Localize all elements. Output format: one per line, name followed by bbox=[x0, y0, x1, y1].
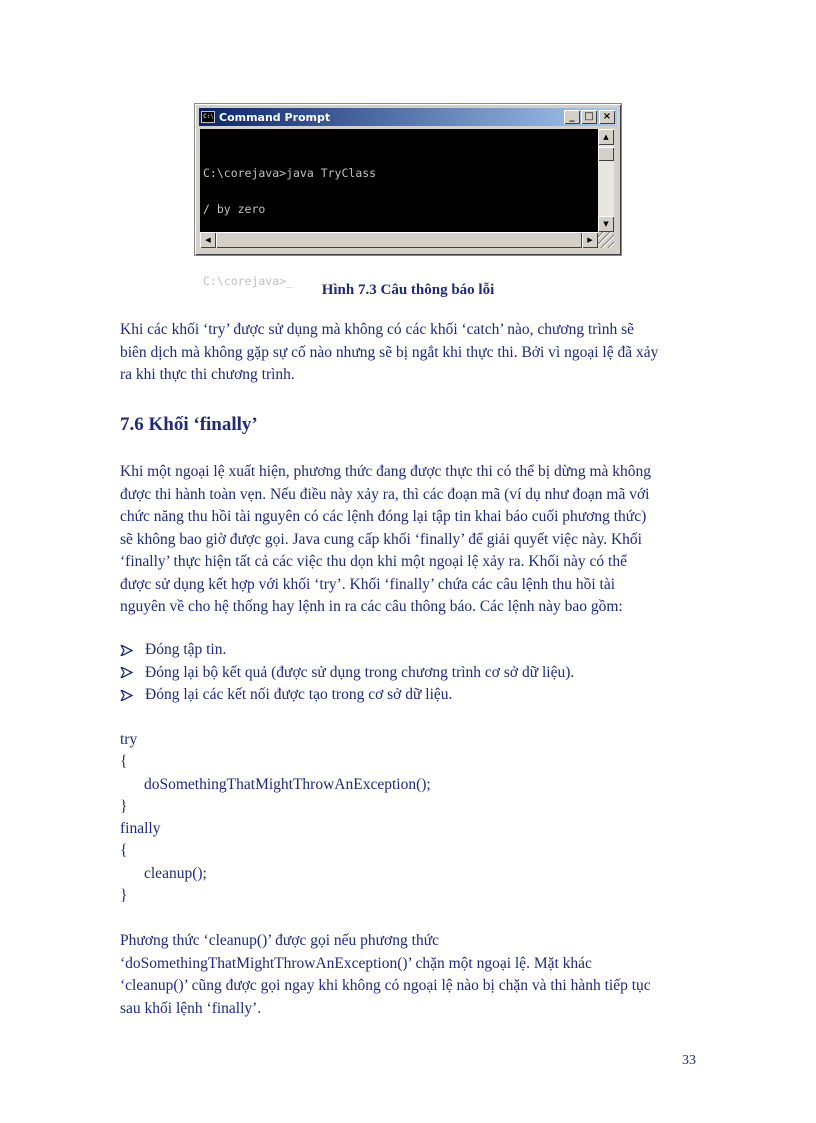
paragraph-try-without-catch bbox=[120, 319, 700, 387]
code-line: cleanup(); bbox=[144, 864, 207, 882]
text-line: sẽ không bao giờ được gọi. Java cung cấp khối ‘finally’ để giải quyết việc này. Khối bbox=[120, 530, 642, 548]
code-line: finally bbox=[120, 820, 161, 838]
code-line: } bbox=[120, 797, 128, 815]
code-line: doSomethingThatMightThrowAnException(); bbox=[144, 775, 431, 793]
maximize-icon: □ bbox=[581, 110, 597, 124]
scroll-down-icon: ▼ bbox=[598, 216, 614, 232]
text-line: Phương thức ‘cleanup()’ được gọi nếu phương thức bbox=[120, 932, 439, 949]
list-item-text: Đóng tập tin. bbox=[145, 641, 227, 658]
window-titlebar bbox=[199, 108, 617, 126]
code-line: { bbox=[120, 842, 128, 860]
console-line: C:\corejava>_ bbox=[203, 274, 294, 288]
scroll-thumb bbox=[598, 147, 614, 161]
close-icon: × bbox=[599, 110, 615, 124]
console-output bbox=[200, 129, 598, 288]
section-heading: 7.6 Khối ‘finally’ bbox=[120, 414, 258, 435]
scroll-thumb-horizontal bbox=[216, 232, 582, 248]
list-item-text: Đóng lại các kết nối được tạo trong cơ sở dữ liệu. bbox=[145, 686, 453, 703]
vertical-scrollbar bbox=[598, 129, 614, 232]
text-line: chức năng thu hồi tài nguyên có các lệnh đóng lại tập tin khai báo cuối phương thức) bbox=[120, 508, 647, 525]
list-item bbox=[120, 662, 574, 685]
list-item-text: Đóng lại bộ kết quả (được sử dụng trong chương trình cơ sở dữ liệu). bbox=[145, 663, 575, 681]
scroll-right-icon: ▶ bbox=[582, 232, 598, 248]
figure-caption: Hình 7.3 Câu thông báo lỗi bbox=[321, 282, 495, 298]
page-number: 33 bbox=[682, 1053, 696, 1068]
paragraph-finally-intro bbox=[120, 461, 700, 619]
horizontal-scrollbar bbox=[200, 232, 598, 248]
arrow-bullet-icon bbox=[120, 667, 133, 678]
scroll-left-icon: ◀ bbox=[200, 232, 216, 248]
text-line: Khi một ngoại lệ xuất hiện, phương thức đang được thực thi có thể bị dừng mà không bbox=[120, 463, 652, 480]
console-line: / by zero bbox=[203, 202, 266, 216]
window-controls bbox=[563, 110, 615, 124]
text-line: ra khi thực thi chương trình. bbox=[120, 366, 295, 383]
command-prompt-window bbox=[194, 103, 622, 288]
scroll-up-icon: ▲ bbox=[598, 129, 614, 145]
minimize-icon: _ bbox=[564, 110, 580, 124]
console-line: C:\corejava>java TryClass bbox=[203, 166, 377, 180]
text-line: ‘doSomethingThatMightThrowAnException()’ chặn một ngoại lệ. Mặt khác bbox=[120, 954, 592, 972]
text-line: được thi hành toàn vẹn. Nếu điều này xảy ra, thì các đoạn mã (ví dụ như đoạn mã với bbox=[120, 485, 650, 503]
text-line: Khi các khối ‘try’ được sử dụng mà không có các khối ‘catch’ nào, chương trình sẽ bbox=[120, 321, 635, 338]
console-app-icon: C:\ bbox=[201, 111, 215, 123]
paragraph-cleanup bbox=[120, 930, 700, 1020]
text-line: nguyên về cho hệ thống hay lệnh in ra các câu thông báo. Các lệnh này bao gồm: bbox=[120, 598, 623, 615]
text-line: ‘finally’ thực hiện tất cả các việc thu dọn khi một ngoại lệ xảy ra. Khối này có thể bbox=[120, 553, 627, 570]
text-line: được sử dụng kết hợp với khối ‘try’. Khối ‘finally’ chứa các câu lệnh thu hồi tài bbox=[120, 575, 616, 593]
code-line: try bbox=[120, 731, 138, 748]
resize-grip-icon bbox=[598, 232, 614, 248]
list-item bbox=[120, 639, 574, 662]
window-title: Command Prompt bbox=[219, 110, 331, 124]
arrow-bullet-icon bbox=[120, 645, 133, 656]
text-line: sau khối lệnh ‘finally’. bbox=[120, 999, 262, 1017]
text-line: ‘cleanup()’ cũng được gọi ngay khi không có ngoại lệ nào bị chặn và thi hành tiếp tục bbox=[120, 977, 651, 994]
text-line: biên dịch mà không gặp sự cố nào nhưng sẽ bị ngắt khi thực thi. Bởi vì ngoại lệ đã xảy bbox=[120, 343, 659, 361]
list-item bbox=[120, 684, 574, 707]
arrow-bullet-icon bbox=[120, 690, 133, 701]
code-line: } bbox=[120, 887, 128, 905]
code-block bbox=[120, 729, 431, 907]
bullet-list bbox=[120, 639, 574, 707]
code-line: { bbox=[120, 753, 128, 771]
